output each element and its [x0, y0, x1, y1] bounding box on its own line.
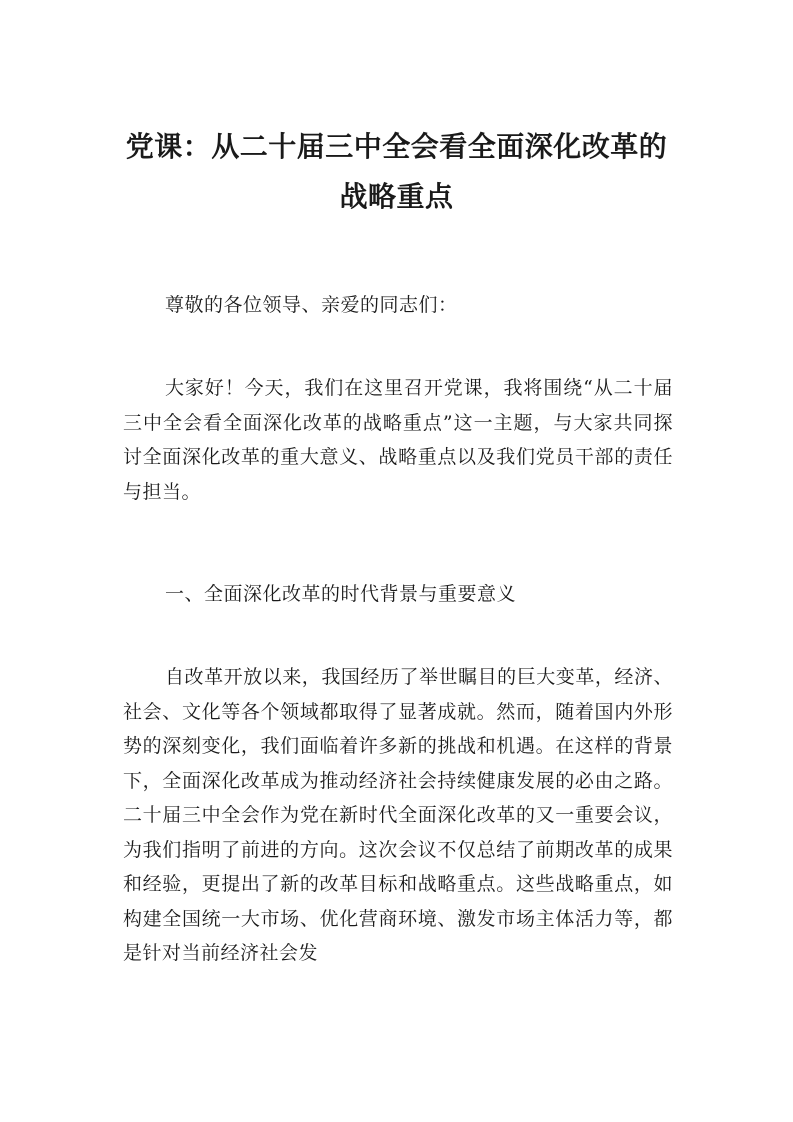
document-title-line-2: 战略重点 [339, 180, 454, 213]
intro-paragraph: 大家好！今天，我们在这里召开党课，我将围绕“从二十届三中全会看全面深化改革的战略重点”这一主题，与大家共同探讨全面深化改革的重大意义、战略重点以及我们党员干部的责任与担当。 [123, 377, 673, 503]
document-title [100, 122, 693, 222]
section-1-heading: 一、全面深化改革的时代背景与重要意义 [165, 583, 517, 605]
document-title-line-1: 党课：从二十届三中全会看全面深化改革的 [125, 130, 668, 163]
greeting-paragraph: 尊敬的各位领导、亲爱的同志们： [165, 294, 458, 316]
section-1-paragraph: 自改革开放以来，我国经历了举世瞩目的巨大变革，经济、社会、文化等各个领域都取得了显著成就。然而，随着国内外形势的深刻变化，我们面临着许多新的挑战和机遇。在这样的背景下，全面深化改革成为推动经济社会持续健康发展的必由之路。二十届三中全会作为党在新时代全面深化改革的又一重要会议，为我们指明了前进的方向。这次会议不仅总结了前期改革的成果和经验，更提出了新的改革目标和战略重点。这些战略重点，如构建全国统一大市场、优化营商环境、激发市场主体活力等，都是针对当前经济社会发 [123, 666, 673, 964]
